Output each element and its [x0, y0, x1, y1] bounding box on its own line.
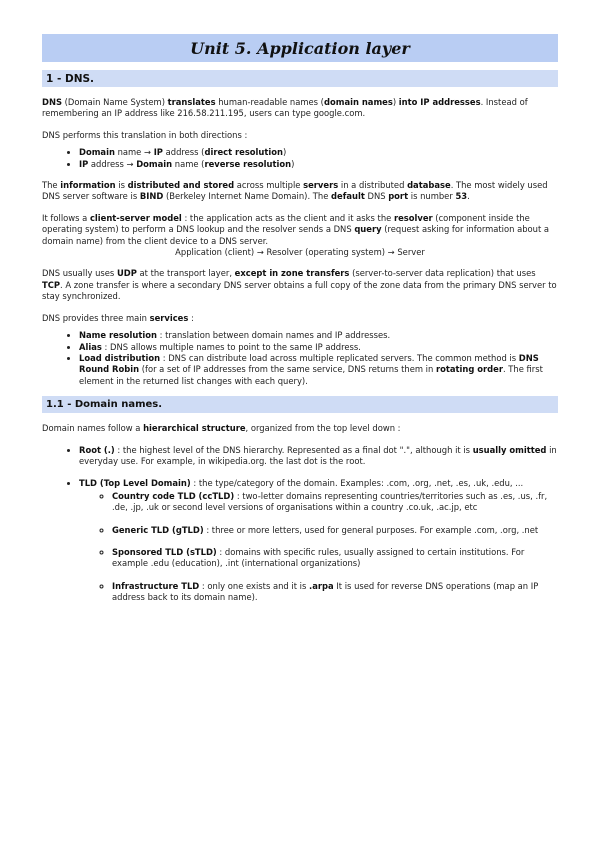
list-item: ◦ Generic TLD (gTLD) : three or more letters, used for general purposes. For example .com, .org, .net — [112, 525, 558, 536]
directions-list — [42, 147, 558, 170]
services-list — [42, 330, 558, 387]
list-item: • IP address → Domain name (reverse resolution) — [79, 159, 558, 170]
hierarchy-intro: Domain names follow a hierarchical structure, organized from the top level down : — [42, 423, 401, 434]
hierarchy-list — [42, 445, 558, 604]
translation-directions-intro: DNS performs this translation in both directions : — [42, 129, 248, 140]
list-item: • TLD (Top Level Domain) : the type/category of the domain. Examples: .com, .org, .net, .es, .uk, .edu, ... ◦ Country code TLD (ccTLD) : two-letter domains representing countries/territories such as .es, .us, .fr, .de, .jp, .uk or second level versions of organisations within a country .co.uk, .ac.jp, etc ◦ Generic TLD (gTLD) : three or more letters, used for general purposes. For example .com, .org, .net ◦ Sponsored TLD (sTLD) : domains with specific rules, usually assigned to certain institutions. For example .edu (education), .int (international organizations) ◦ Infrastructure TLD : only one exists and it is .arpa It is used for reverse DNS operations (map an IP address back to its domain name). — [79, 478, 558, 603]
client-server-paragraph: It follows a client-server model : the application acts as the client and it asks the resolver (component inside the operating system) to perform a DNS lookup and the resolver sends a DNS query (request asking for information about a domain name) from the client device to a DNS server. — [42, 212, 550, 246]
dns-definition-paragraph: DNS (Domain Name System) translates human-readable names (domain names) into IP addresses. Instead of remembering an IP address like 216.58.211.195, users can type google.com. — [42, 97, 528, 119]
document-title: Unit 5. Application layer — [42, 34, 558, 62]
services-intro: DNS provides three main services : — [42, 312, 194, 323]
list-item: • Root (.) : the highest level of the DNS hierarchy. Represented as a final dot ".", although it is usually omitted in everyday use. For example, in wikipedia.org. the last dot is the root. — [79, 445, 558, 468]
tld-types-list — [79, 491, 558, 604]
list-item: • Domain name → IP address (direct resolution) — [79, 147, 558, 158]
section-heading-dns: 1 - DNS. — [42, 70, 558, 87]
list-item: • Load distribution : DNS can distribute load across multiple replicated servers. The common method is DNS Round Robin (for a set of IP addresses from the same service, DNS returns them in rotating order. The first element in the returned list changes with each query). — [79, 353, 558, 387]
list-item: • Alias : DNS allows multiple names to point to the same IP address. — [79, 342, 558, 353]
list-item: ◦ Country code TLD (ccTLD) : two-letter domains representing countries/territories such as .es, .us, .fr, .de, .jp, .uk or second level versions of organisations within a country .co.uk, .ac.jp, etc — [112, 491, 558, 514]
document-page — [42, 34, 558, 615]
section-heading-domain-names: 1.1 - Domain names. — [42, 396, 558, 413]
list-item: ◦ Sponsored TLD (sTLD) : domains with specific rules, usually assigned to certain institutions. For example .edu (education), .int (international organizations) — [112, 547, 558, 570]
list-item: ◦ Infrastructure TLD : only one exists and it is .arpa It is used for reverse DNS operations (map an IP address back to its domain name). — [112, 581, 558, 604]
resolution-flow: Application (client) → Resolver (operating system) → Server — [175, 247, 425, 258]
distributed-database-paragraph: The information is distributed and stored across multiple servers in a distributed database. The most widely used DNS server software is BIND (Berkeley Internet Name Domain). The default DNS port is number 53. — [42, 180, 548, 202]
list-item: • Name resolution : translation between domain names and IP addresses. — [79, 330, 558, 341]
transport-paragraph: DNS usually uses UDP at the transport layer, except in zone transfers (server-to-server data replication) that uses TCP. A zone transfer is where a secondary DNS server obtains a full copy of the zone data from the primary DNS server to stay synchronized. — [42, 268, 557, 302]
